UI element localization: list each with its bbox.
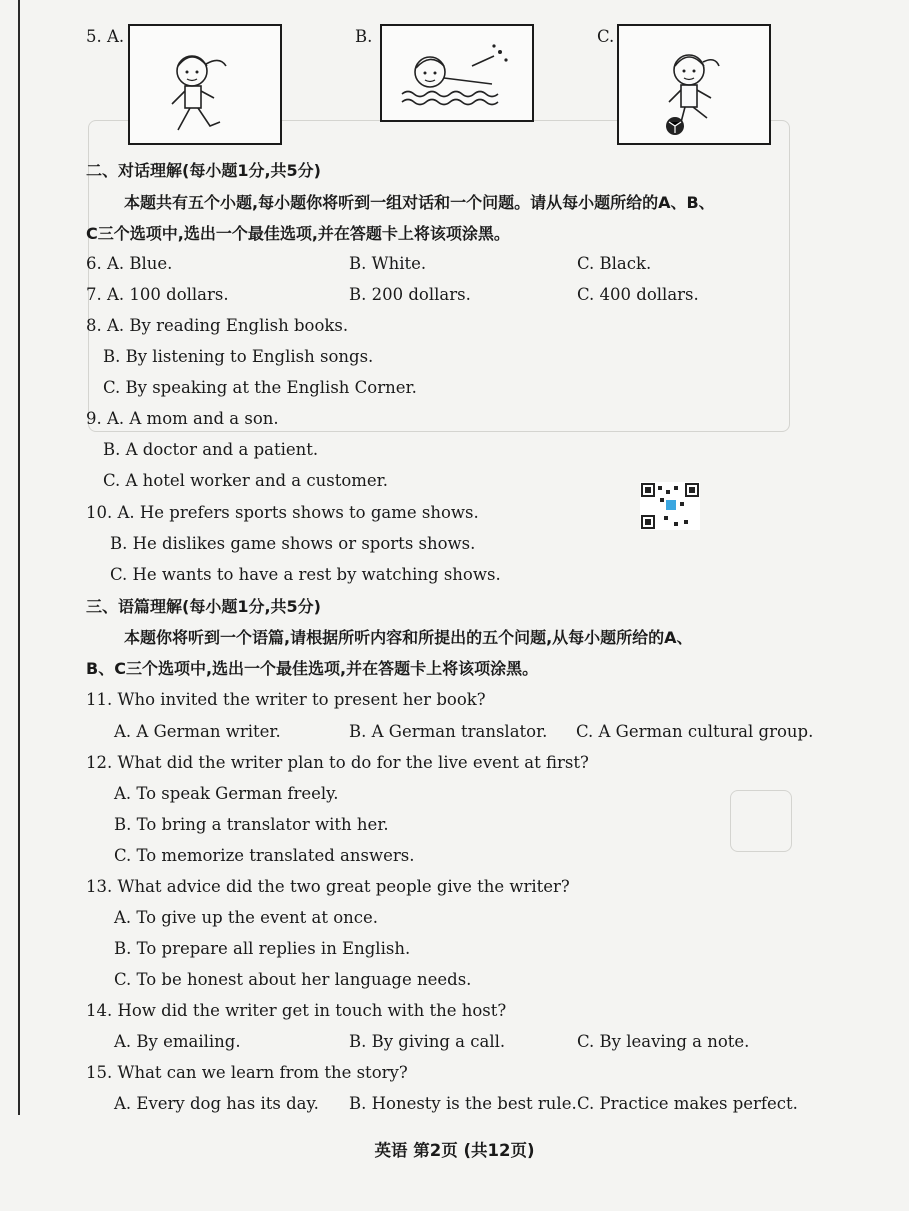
section2-instruction-line2: C三个选项中,选出一个最佳选项,并在答题卡上将该项涂黑。 xyxy=(86,224,510,243)
q5-option-c-picture xyxy=(617,24,771,145)
page-footer: 英语 第2页 (共12页) xyxy=(374,1141,535,1160)
q7-option-b: B. 200 dollars. xyxy=(349,285,471,304)
q6-option-a: 6. A. Blue. xyxy=(86,254,173,273)
q6-option-c: C. Black. xyxy=(577,254,652,273)
girl-running-icon xyxy=(130,26,280,143)
q10-option-a: 10. A. He prefers sports shows to game shows. xyxy=(86,503,479,522)
q10-option-b: B. He dislikes game shows or sports shows. xyxy=(110,534,476,553)
q12-option-c: C. To memorize translated answers. xyxy=(114,846,415,865)
section3-heading: 三、语篇理解(每小题1分,共5分) xyxy=(86,597,321,616)
q5-number: 5. A. xyxy=(86,27,125,46)
q9-option-b: B. A doctor and a patient. xyxy=(103,440,319,459)
q13-option-a: A. To give up the event at once. xyxy=(114,908,379,927)
section3-instruction-line1: 本题你将听到一个语篇,请根据所听内容和所提出的五个问题,从每小题所给的A、 xyxy=(124,628,693,647)
q13-option-b: B. To prepare all replies in English. xyxy=(114,939,411,958)
q14-option-c: C. By leaving a note. xyxy=(577,1032,750,1051)
section3-instruction-line2: B、C三个选项中,选出一个最佳选项,并在答题卡上将该项涂黑。 xyxy=(86,659,539,678)
q5-option-a-picture xyxy=(128,24,282,145)
q13-option-c: C. To be honest about her language needs. xyxy=(114,970,472,989)
q7-option-a: 7. A. 100 dollars. xyxy=(86,285,229,304)
q15-option-b: B. Honesty is the best rule. xyxy=(349,1094,577,1113)
q5-option-b-label: B. xyxy=(355,27,373,46)
q12-option-b: B. To bring a translator with her. xyxy=(114,815,389,834)
q15-option-a: A. Every dog has its day. xyxy=(114,1094,319,1113)
qr-code-image xyxy=(640,482,700,530)
page-margin-line xyxy=(18,0,20,1115)
q9-option-a: 9. A. A mom and a son. xyxy=(86,409,279,428)
q15-option-c: C. Practice makes perfect. xyxy=(577,1094,798,1113)
q8-option-c: C. By speaking at the English Corner. xyxy=(103,378,417,397)
q13-question: 13. What advice did the two great people give the writer? xyxy=(86,877,570,896)
q15-question: 15. What can we learn from the story? xyxy=(86,1063,408,1082)
q14-option-b: B. By giving a call. xyxy=(349,1032,506,1051)
q5-option-b-picture xyxy=(380,24,534,122)
q14-option-a: A. By emailing. xyxy=(114,1032,241,1051)
q6-option-b: B. White. xyxy=(349,254,427,273)
q12-question: 12. What did the writer plan to do for the live event at first? xyxy=(86,753,589,772)
q10-option-c: C. He wants to have a rest by watching shows. xyxy=(110,565,501,584)
q12-option-a: A. To speak German freely. xyxy=(114,784,339,803)
q5-option-c-label: C. xyxy=(597,27,615,46)
q11-option-b: B. A German translator. xyxy=(349,722,548,741)
q14-question: 14. How did the writer get in touch with the host? xyxy=(86,1001,507,1020)
section2-heading: 二、对话理解(每小题1分,共5分) xyxy=(86,161,321,180)
q7-option-c: C. 400 dollars. xyxy=(577,285,699,304)
bleed-through-box xyxy=(730,790,792,852)
q8-option-a: 8. A. By reading English books. xyxy=(86,316,349,335)
girl-swimming-icon xyxy=(382,26,532,120)
section2-instruction-line1: 本题共有五个小题,每小题你将听到一组对话和一个问题。请从每小题所给的A、B、 xyxy=(124,193,715,212)
q11-question: 11. Who invited the writer to present her book? xyxy=(86,690,486,709)
q11-option-a: A. A German writer. xyxy=(114,722,281,741)
girl-playing-soccer-icon xyxy=(619,26,769,143)
q8-option-b: B. By listening to English songs. xyxy=(103,347,374,366)
q11-option-c: C. A German cultural group. xyxy=(576,722,814,741)
q9-option-c: C. A hotel worker and a customer. xyxy=(103,471,388,490)
